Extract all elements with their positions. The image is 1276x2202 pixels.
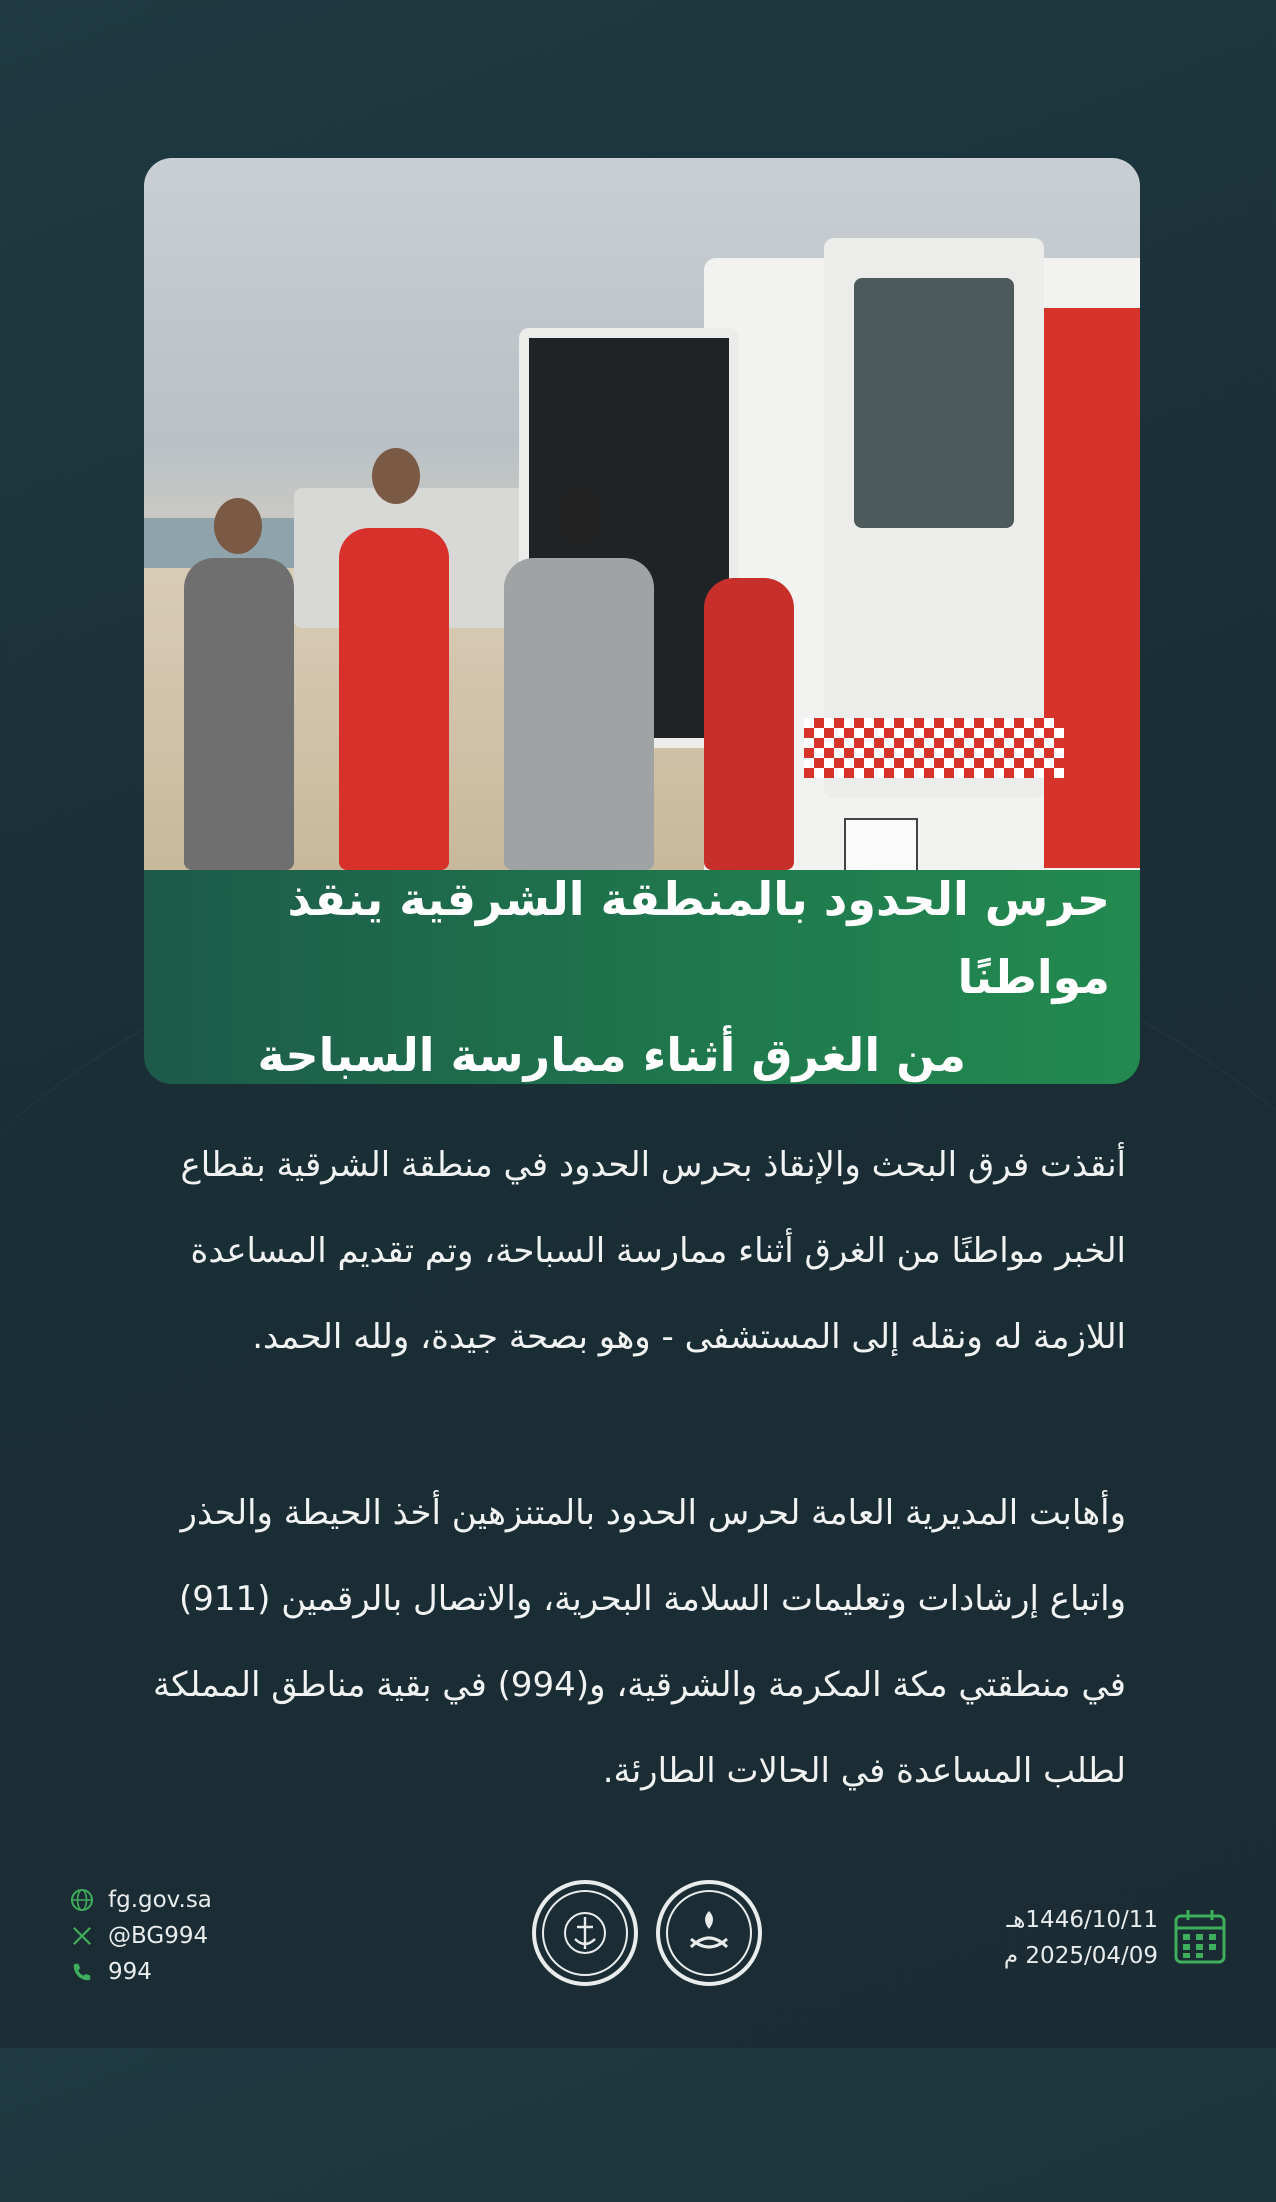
emblems [532,1880,762,1986]
phone-number[interactable]: 994 [108,1959,152,1985]
date-block [1004,1902,1226,1974]
paragraph-line: اللازمة له ونقله إلى المستشفى - وهو بصحة جيدة، ولله الحمد. [252,1317,1126,1357]
headline-line-2: من الغرق أثناء ممارسة السباحة [257,1028,966,1082]
headline-line-1: حرس الحدود بالمنطقة الشرقية ينقذ مواطنًا [287,872,1110,1004]
photo-person [184,558,294,870]
globe-icon [68,1886,96,1914]
contact-info [68,1882,212,1990]
website-link[interactable]: fg.gov.sa [108,1887,212,1913]
paragraph-line: أنقذت فرق البحث والإنقاذ بحرس الحدود في منطقة الشرقية بقطاع [180,1145,1126,1185]
photo-person [339,528,449,870]
paragraph-line: الخبر مواطنًا من الغرق أثناء ممارسة السباحة، وتم تقديم المساعدة [190,1231,1126,1271]
paragraph-line: واتباع إرشادات وتعليمات السلامة البحرية، والاتصال بالرقمين (911) [178,1579,1126,1619]
headline-banner [144,870,1140,1084]
border-guard-emblem [532,1880,638,1986]
photo-checker-stripe [804,718,1064,778]
paragraph-1 [146,1122,1126,1380]
paragraph-2 [146,1470,1126,1814]
photo-ambulance-door-right [824,238,1044,798]
news-photo [144,158,1140,870]
x-logo-icon [68,1922,96,1950]
paragraph-line: لطلب المساعدة في الحالات الطارئة. [602,1751,1126,1791]
gregorian-date: 2025/04/09 م [1003,1943,1158,1969]
interior-ministry-emblem [656,1880,762,1986]
x-handle-link[interactable]: @BG994 [108,1923,209,1949]
hijri-date: 1446/10/11هـ [1006,1907,1158,1933]
photo-person [704,578,794,870]
paragraph-line: وأهابت المديرية العامة لحرس الحدود بالمتنزهين أخذ الحيطة والحذر [180,1493,1126,1533]
photo-person [504,558,654,870]
photo-ambulance-side [1044,308,1140,868]
calendar-icon [1174,1908,1226,1968]
paragraph-line: في منطقتي مكة المكرمة والشرقية، و(994) في بقية مناطق المملكة [153,1665,1126,1705]
phone-icon [68,1958,96,1986]
